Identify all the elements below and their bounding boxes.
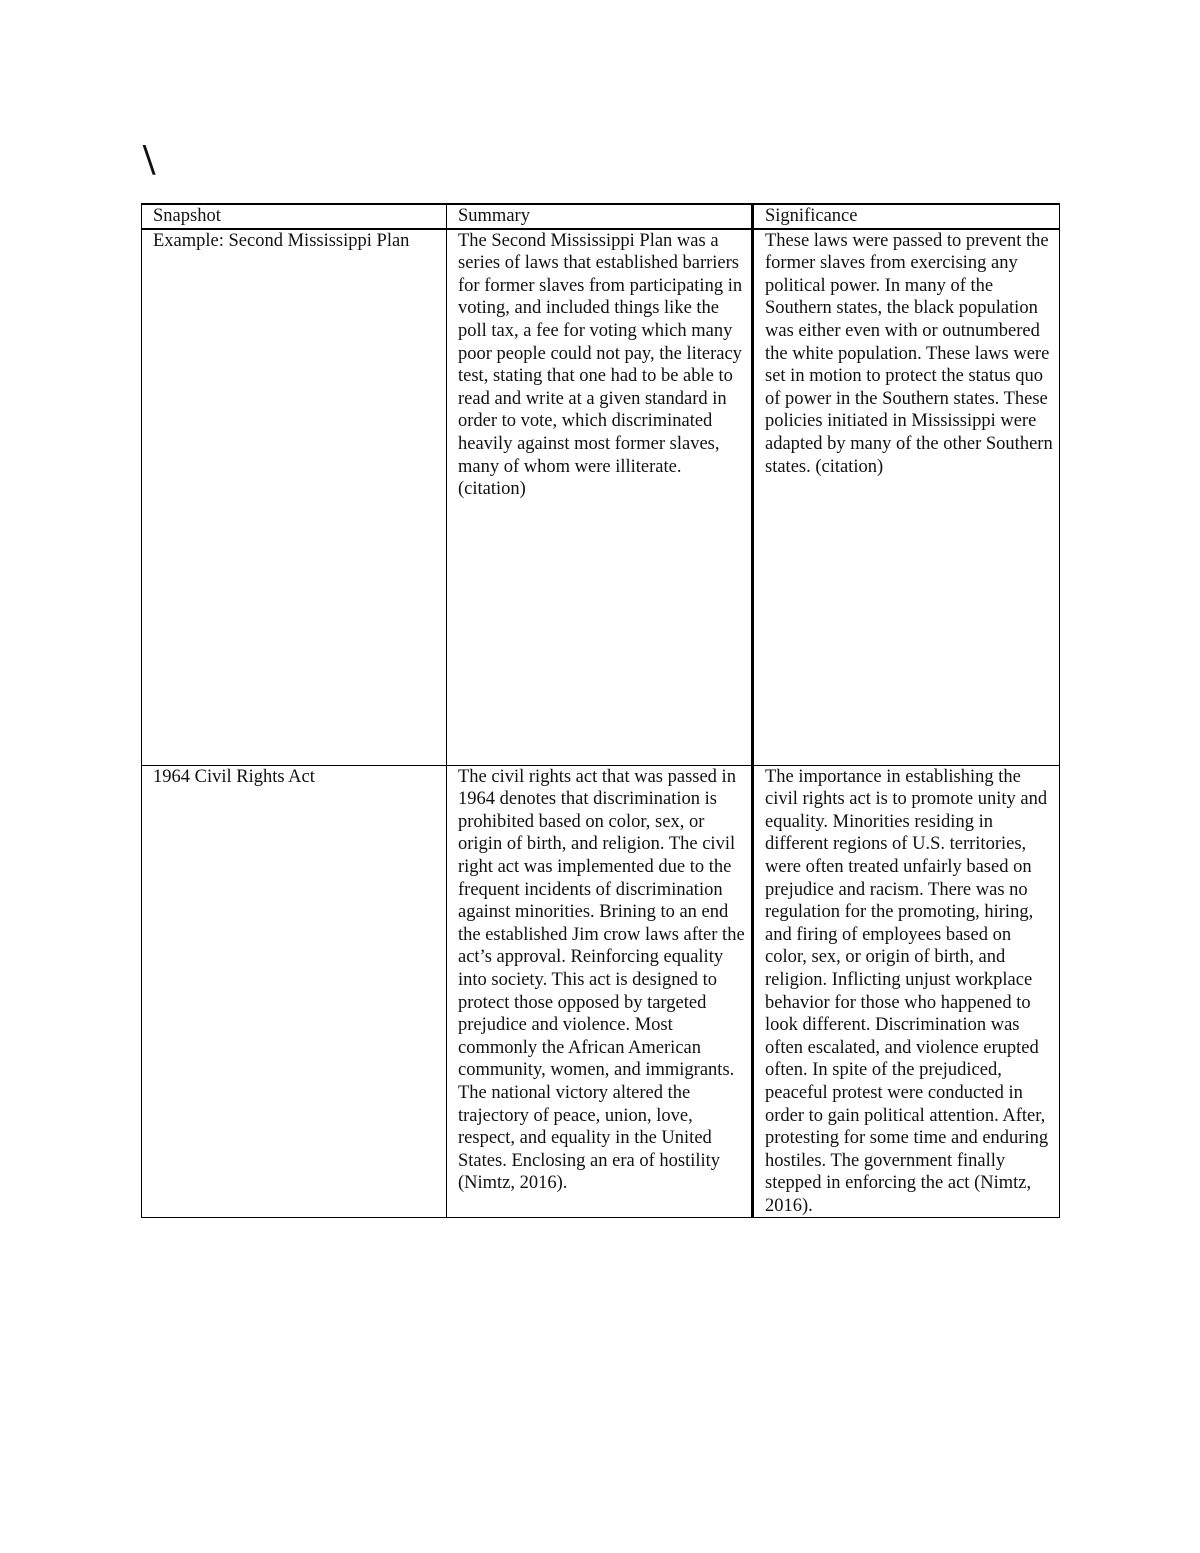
header-snapshot: Snapshot	[142, 204, 447, 229]
summary-cell: The civil rights act that was passed in 1964 denotes that discrimination is prohibited based on color, sex, or origin of birth, and religion. The civil right act was implemented due to the frequent incidents of discrimination against minorities. Brining to an end the established Jim crow laws after the act’s approval. Reinforcing equality into society. This act is designed to protect those opposed by targeted prejudice and violence. Most commonly the African American community, women, and immigrants. The national victory altered the trajectory of peace, union, love, respect, and equality in the United States. Enclosing an era of hostility (Nimtz, 2016).	[447, 765, 753, 1218]
significance-cell: These laws were passed to prevent the former slaves from exercising any political power. In many of the Southern states, the black population was either even with or outnumbered the white population. These laws were set in motion to protect the status quo of power in the Southern states. These policies initiated in Mississippi were adapted by many of the other Southern states. (citation)	[753, 229, 1060, 766]
summary-cell: The Second Mississippi Plan was a series of laws that established barriers for former slaves from participating in voting, and included things like the poll tax, a fee for voting which many poor people could not pay, the literacy test, stating that one had to be able to read and write at a given standard in order to vote, which discriminated heavily against most former slaves, many of whom were illiterate. (citation)	[447, 229, 753, 766]
table-row	[142, 765, 1060, 1218]
backslash-mark: \	[143, 135, 156, 184]
significance-cell: The importance in establishing the civil rights act is to promote unity and equality. Minorities residing in different regions of U.S. territories, were often treated unfairly based on prejudice and racism. There was no regulation for the promoting, hiring, and firing of employees based on color, sex, or origin of birth, and religion. Inflicting unjust workplace behavior for those who happened to look different. Discrimination was often escalated, and violence erupted often. In spite of the prejudiced, peaceful protest were conducted in order to gain political attention. After, protesting for some time and enduring hostiles. The government finally stepped in enforcing the act (Nimtz, 2016).	[753, 765, 1060, 1218]
table-row	[142, 229, 1060, 766]
snapshot-cell: Example: Second Mississippi Plan	[142, 229, 447, 766]
snapshot-cell: 1964 Civil Rights Act	[142, 765, 447, 1218]
snapshot-table	[141, 203, 1060, 1218]
table-header-row	[142, 204, 1060, 229]
header-summary: Summary	[447, 204, 753, 229]
header-significance: Significance	[753, 204, 1060, 229]
